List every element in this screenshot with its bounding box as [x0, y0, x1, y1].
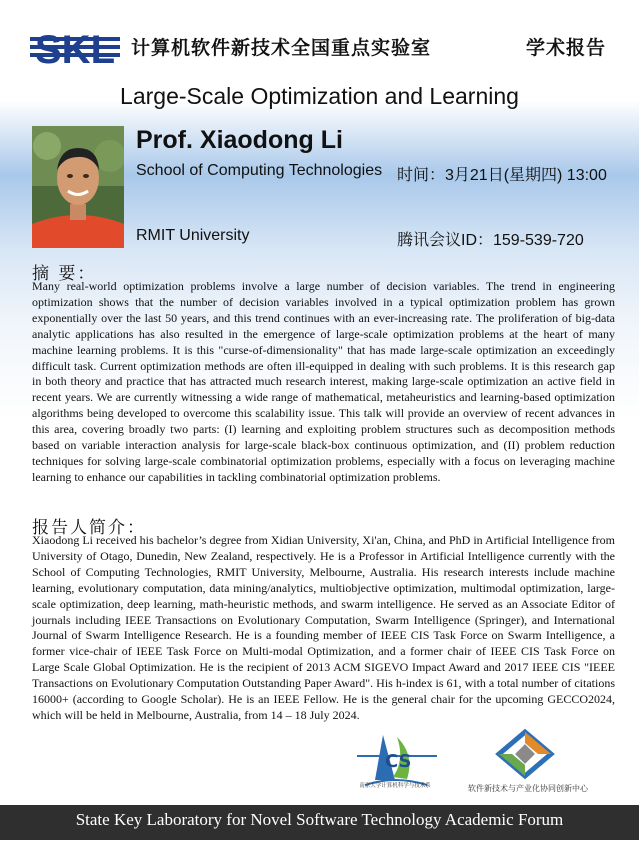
innovation-center-caption: 软件新技术与产业化协同创新中心: [468, 784, 588, 793]
meeting-id: 腾讯会议ID：159-539-720: [397, 232, 584, 249]
skl-logo-text: SKL: [35, 28, 115, 68]
lab-name: 计算机软件新技术全国重点实验室: [131, 37, 432, 59]
report-label: 学术报告: [526, 37, 607, 59]
header: [0, 0, 639, 72]
bio-heading: 报告人简介：: [32, 518, 146, 538]
talk-time: 时间：3月21日(星期四) 13:00: [397, 167, 607, 184]
footer-bar: [0, 805, 639, 840]
skl-logo: [30, 28, 120, 68]
bio-text: Xiaodong Li received his bachelor’s degree from Xidian University, Xi'an, China, and PhD in Artificial Intelligence from University of Otago, Dunedin, New Zealand, respectively. He is a Professor in Artificial Intelligence currently with the School of Computing Technologies, RMIT University, Melbourne, Australia. His research interests include machine learning, evolutionary computation, data mining/analytics, multiobjective optimization, multimodal optimization, large-scale optimization, deep learning, math-heuristic methods, and swarm intelligence. He served as an Associate Editor of journals including IEEE Transactions on Evolutionary Computation, Swarm Intelligence (Springer), and International Journal of Swarm Intelligence Research. He is a founding member of IEEE CIS Task Force on Swarm Intelligence, a former vice-chair of IEEE Task Force on Multi-modal Optimization, and a former chair of IEEE CIS Task Force on Large Scale Global Optimization. He is the recipient of 2013 ACM SIGEVO Impact Award and 2017 IEEE CIS "IEEE Transactions on Evolutionary Computation Outstanding Paper Award". His h-index is 61, with a total number of citations 16000+ (according to Google Scholar). He is an IEEE Fellow. He is the general chair for the upcoming GECCO2024, which will be held in Melbourne, Australia, from 14 – 18 July 2024.: [32, 533, 615, 722]
speaker-name: Prof. Xiaodong Li: [136, 126, 343, 154]
innovation-center-logo: [495, 728, 555, 780]
cs-department-caption: 南京大学计算机科学与技术系: [359, 783, 431, 789]
abstract-text: Many real-world optimization problems involve a large number of decision variables. The trend in engineering optimization shows that the number of decision variables involved in a typical optimization problem has grown exponentially over the last 50 years, and this trend continues with an ever-increasing rate. The proliferation of big-data analytic applications has also resulted in the emergence of large-scale optimization problems at the heart of many machine learning problems. It is this "curse-of-dimensionality" that has made large-scale optimization an exceedingly difficult task. Current optimization methods are often ill-equipped in dealing with such problems. It is this research gap in both theory and practice that has attracted much research interest, making large-scale optimization an active field in recent years. We are currently witnessing a wide range of mathematical, metaheuristics and learning-based optimization algorithms being developed to overcome this scalability issue. This talk will provide an overview of recent advances in this area, covering broadly two parts: (I) learning and exploiting problem structures such as decomposition methods based on variable interaction analysis for large-scale black-box continuous optimization, and (II) problem reduction techniques for solving large-scale combinatorial optimization problems, especially with a focus on leveraging machine learning to enhance our capabilities in tackling combinatorial optimization problems.: [32, 279, 615, 484]
abstract-heading: 摘 要：: [32, 264, 97, 284]
svg-text:CS: CS: [385, 751, 412, 772]
speaker-photo: [32, 126, 124, 248]
speaker-university: RMIT University: [136, 227, 250, 244]
talk-title: Large-Scale Optimization and Learning: [120, 83, 519, 109]
footer-text: State Key Laboratory for Novel Software Technology Academic Forum: [75, 810, 564, 829]
speaker-school: School of Computing Technologies: [136, 162, 383, 179]
